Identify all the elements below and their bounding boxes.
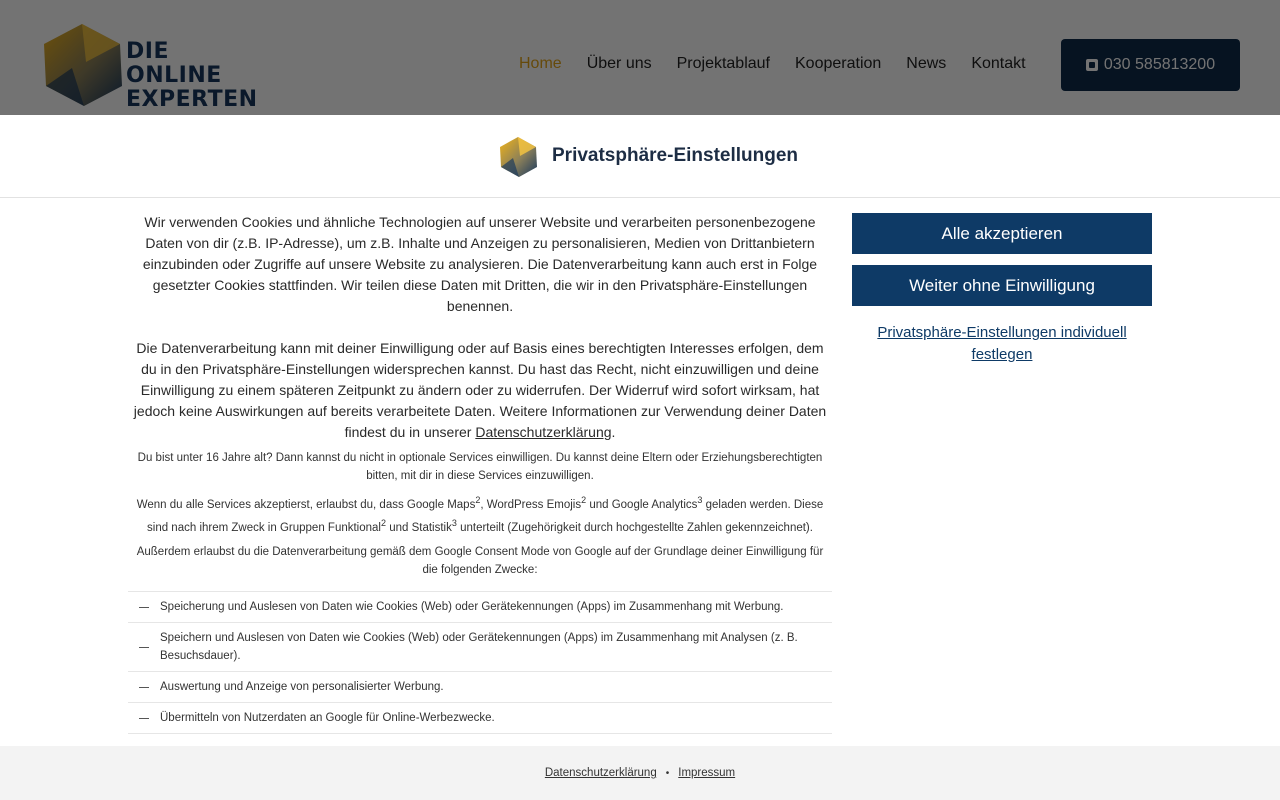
dialog-actions [852,213,1152,366]
minus-icon [139,647,149,649]
dialog-header [0,115,1280,198]
hexagon-logo-icon [499,136,539,178]
modal-backdrop [0,0,1280,115]
intro-paragraph: Wir verwenden Cookies und ähnliche Technologien auf unserer Website und verarbeiten personenbezogene Daten von dir (z.B. IP-Adresse), um z.B. Inhalte und Anzeigen zu personalisieren, Medien von Drittanbietern einzubinden oder Zugriffe auf unsere Website zu analysieren. Die Datenverarbeitung kann auch erst in Folge gesetzter Cookies stattfinden. Wir teilen diese Daten mit Dritten, die wir in den Privatsphäre-Einstellungen benennen. [142,214,818,314]
accept-all-button[interactable]: Alle akzeptieren [852,213,1152,254]
legal-basis-paragraph: Die Datenverarbeitung kann mit deiner Einwilligung oder auf Basis eines berechtigten Interesses erfolgen, dem du in den Privatsphäre-Einstellungen widersprechen kannst. Du hast das Recht, nicht einzuwilligen und deine Einwilligung zu einem späteren Zeitpunkt zu ändern oder zu widerrufen. Der Widerruf wird sofort wirksam, hat jedoch keine Auswirkungen auf bereits verarbeitete Daten. Weitere Informationen zur Verwendung deiner Daten findest du in unserer Datenschutzerklärung. [133,340,827,440]
dialog-title: Privatsphäre-Einstellungen [552,145,799,166]
consent-mode-paragraph: Außerdem erlaubst du die Datenverarbeitung gemäß dem Google Consent Mode von Google auf der Grundlage deiner Einwilligung für die folgenden Zwecke: [136,545,824,576]
minus-icon [139,687,149,689]
minus-icon [139,718,149,720]
dialog-footer [0,746,1280,800]
customize-privacy-link[interactable]: Privatsphäre-Einstellungen individuell festlegen [877,324,1127,363]
dialog-body [128,212,832,734]
footer-imprint-link[interactable]: Impressum [678,767,736,779]
footer-separator: • [665,767,670,779]
purpose-list [128,591,832,734]
purpose-item[interactable]: Speichern und Auslesen von Daten wie Cookies (Web) oder Gerätekennungen (Apps) im Zusammenhang mit Analysen (z. B. Besuchsdauer). [128,623,832,672]
purpose-item[interactable]: Übermitteln von Nutzerdaten an Google für Online-Werbezwecke. [128,703,832,734]
footer-privacy-link[interactable]: Datenschutzerklärung [544,767,657,779]
minus-icon [139,607,149,609]
under-16-notice: Du bist unter 16 Jahre alt? Dann kannst du nicht in optionale Services einwilligen. Du kannst deine Eltern oder Erziehungsberechtigten bitten, mit dir in diese Services einzuwilligen. [137,452,823,482]
services-paragraph: Wenn du alle Services akzeptierst, erlaubst du, dass Google Maps$^2$, WordPress Emojis$^2$ und Google Analytics$^3$ geladen werden. Diese sind nach ihrem Zweck in Gruppen Funktional$^2$ und Statistik$^3$ unterteilt (Zugehörigkeit durch hochgestellte Zahlen gekennzeichnet). [136,495,824,534]
purpose-item[interactable]: Auswertung und Anzeige von personalisierter Werbung. [128,672,832,703]
continue-without-consent-button[interactable]: Weiter ohne Einwilligung [852,265,1152,306]
privacy-policy-link[interactable]: Datenschutzerklärung [475,424,612,440]
purpose-item[interactable]: Speicherung und Auslesen von Daten wie Cookies (Web) oder Gerätekennungen (Apps) im Zusammenhang mit Werbung. [128,592,832,623]
privacy-dialog [0,115,1280,746]
